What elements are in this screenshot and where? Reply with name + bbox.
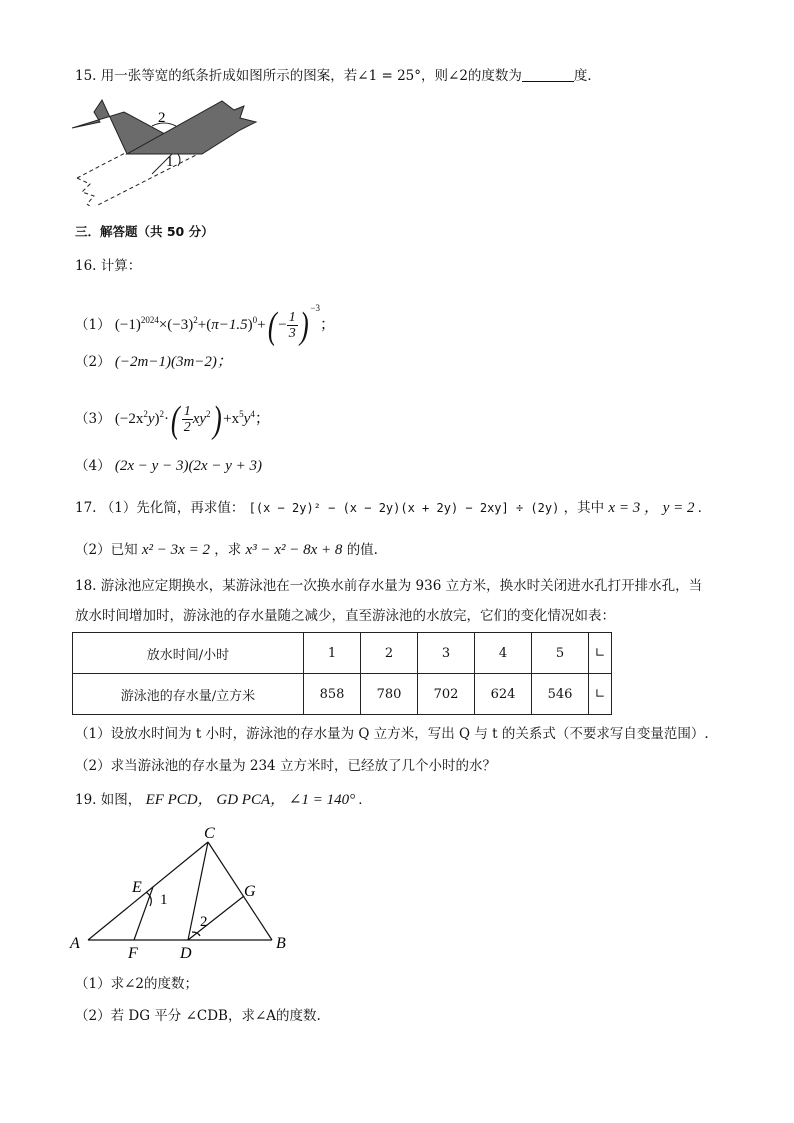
q15-text-b: 度．	[573, 68, 601, 84]
label-B: B	[276, 935, 286, 952]
q18-cell: 780	[361, 674, 418, 715]
q18-row2-header: 游泳池的存水量/立方米	[73, 674, 304, 715]
q17-part1-expr: [(x − 2y)² − (x − 2y)(x + 2y) − 2xy] ÷ (2y)	[248, 501, 560, 515]
q18-line1: 18. 游泳池应定期换水，某游泳池在一次换水前存水量为 936 立方米，换水时关闭进水孔打开排水孔，当	[75, 578, 703, 594]
q17-part2-suffix: 的值.	[346, 542, 378, 558]
q18-table	[72, 632, 612, 715]
q19-prefix: 19. 如图，	[75, 792, 142, 808]
q18-cell: 858	[304, 674, 361, 715]
q17-part1-prefix: 17. （1）先化简，再求值：	[75, 500, 245, 516]
q16-item-1-label: （1）	[75, 317, 111, 333]
q15-label-1: 1	[166, 154, 174, 170]
q17-part2-expr: x³ − x² − 8x + 8	[245, 542, 343, 558]
q16-item-2-expr: (−2m−1)(3m−2)；	[114, 354, 232, 370]
q16-item-2-label: （2）	[75, 354, 111, 370]
q19-figure	[66, 822, 306, 962]
q17-part1-suffix: ，其中	[563, 500, 605, 516]
q16-item-1-expr: $(-1)^{2024}\times(-3)^2+(\pi-1.5)^0+$( − $\frac{1}{3}$ ) $^{-3}$；	[114, 303, 335, 347]
q19-expr: EF PCD， GD PCA， ∠1 = 140° .	[145, 792, 363, 808]
q16-title: 16. 计算：	[75, 258, 142, 274]
q18-cell: 2	[361, 633, 418, 674]
segment-AC	[88, 842, 208, 940]
q16-item-3	[75, 394, 270, 439]
q16-item-4-expr: (2x − y − 3)(2x − y + 3)	[114, 458, 262, 474]
q17-part1	[75, 498, 702, 518]
q15-text	[75, 66, 601, 86]
label-C: C	[204, 825, 215, 842]
q15-figure	[72, 96, 272, 206]
q16-item-3-expr: $(-2x^2y)^2\cdot$( $\frac{1}{2}$ $xy^2) +x^5y^4$；	[114, 398, 270, 441]
label-angle-1: 1	[160, 892, 168, 908]
label-angle-2: 2	[200, 914, 208, 930]
section3-title: 三．解答题（共 50 分）	[75, 224, 214, 239]
q18-cell: 702	[418, 674, 475, 715]
label-G: G	[244, 883, 256, 900]
q15-label-2: 2	[158, 110, 166, 126]
q18-cell: 546	[532, 674, 589, 715]
q15-text-a: 用一张等宽的纸条折成如图所示的图案，若∠1 = 25°，则∠2的度数为	[100, 68, 522, 84]
q17-part2-cond: x² − 3x = 2	[141, 542, 210, 558]
q18-sub2: （2）求当游泳池的存水量为 234 立方米时，已经放了几个小时的水？	[75, 758, 496, 774]
q16-item-4	[75, 456, 262, 476]
q17-part1-cond: x = 3 ， y = 2 .	[608, 500, 702, 516]
segment-CB	[208, 842, 272, 940]
q15-dashed-strip	[77, 152, 202, 206]
segment-DG	[188, 896, 244, 940]
table-row	[73, 674, 612, 715]
q16-item-1	[75, 288, 335, 345]
label-D: D	[180, 945, 192, 962]
q17-part2	[75, 540, 378, 560]
q19-sub1: （1）求∠2的度数；	[75, 976, 198, 992]
q19-sub2: （2）若 DG 平分 ∠CDB，求∠A的度数.	[75, 1008, 321, 1024]
q18-cell: 1	[304, 633, 361, 674]
q18-cell: 5	[532, 633, 589, 674]
q18-cell: 624	[475, 674, 532, 715]
q16-item-2	[75, 352, 232, 372]
q15-number: 15.	[75, 68, 97, 84]
q18-line2: 放水时间增加时，游泳池的存水量随之减少，直至游泳池的水放完，它们的变化情况如表：	[75, 608, 615, 624]
q18-sub1: （1）设放水时间为 t 小时，游泳池的存水量为 Q 立方米，写出 Q 与 t 的关系式（不要求写自变量范围）.	[75, 726, 709, 742]
q17-part2-prefix: （2）已知	[75, 542, 138, 558]
q18-cell: 4	[475, 633, 532, 674]
q19-line1	[75, 790, 363, 810]
q15-angle1-arc	[178, 154, 180, 166]
q18-ellipsis: ∟	[589, 674, 612, 715]
label-E: E	[132, 879, 142, 896]
label-F: F	[128, 945, 138, 962]
q15-answer-blank	[522, 67, 574, 82]
q16-item-3-label: （3）	[75, 411, 111, 427]
q18-cell: 3	[418, 633, 475, 674]
q18-ellipsis: ∟	[589, 633, 612, 674]
q16-item-4-label: （4）	[75, 458, 111, 474]
table-row	[73, 633, 612, 674]
label-A: A	[70, 935, 80, 952]
q17-part2-mid: ，求	[214, 542, 242, 558]
q18-row1-header: 放水时间/小时	[73, 633, 304, 674]
